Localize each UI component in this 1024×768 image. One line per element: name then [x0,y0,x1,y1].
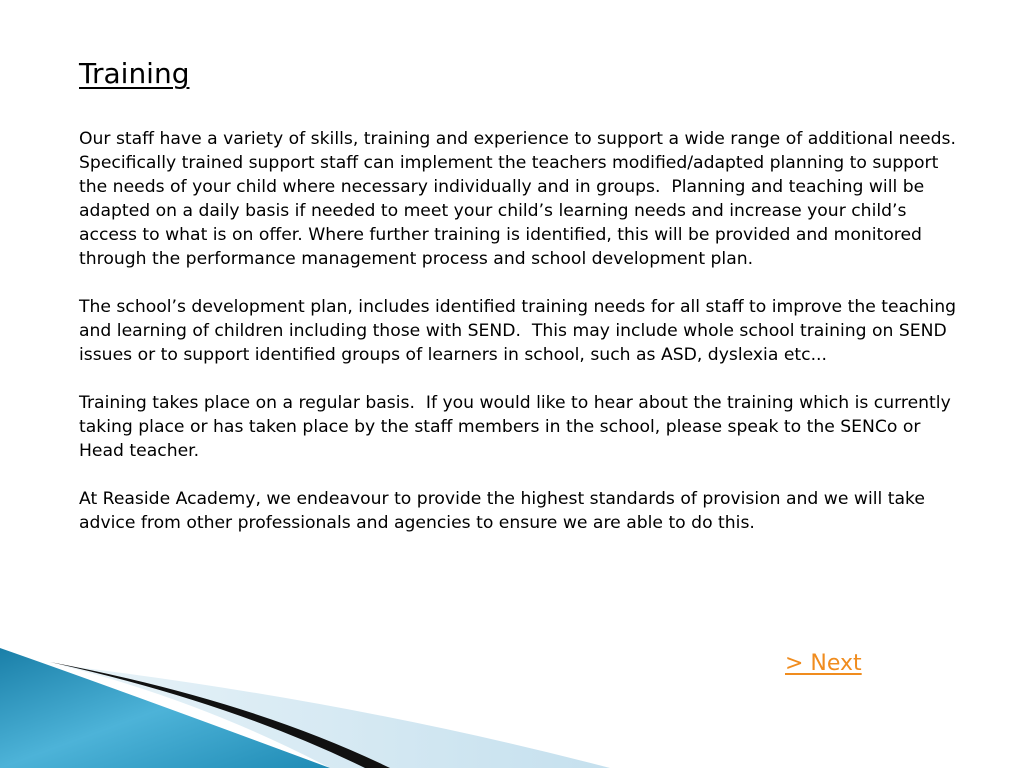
paragraph-training-schedule: Training takes place on a regular basis. If you would like to hear about the training which is currently taking place or has taken place by the staff members in the school, please speak to the SENCo or Head teacher. [79,393,957,461]
paragraph-development-plan: The school’s development plan, includes identified training needs for all staff to improve the teaching and learning of children including those with SEND. This may include whole school training on SEND issues or to support identified groups of learners in school, such as ASD, dyslexia etc... [79,297,962,365]
page-title: Training [79,57,190,90]
paragraph-staff-skills: Our staff have a variety of skills, training and experience to support a wide range of additional needs. Specifically trained support staff can implement the teachers modified/adapted planning to support the needs of your child where necessary individually and in groups. Planning and teaching will be adapted on a daily basis if needed to meet your child’s learning needs and increase your child’s access to what is on offer. Where further training is identified, this will be provided and monitored through the performance management process and school development plan. [79,129,962,269]
wave-dark-stripe [50,662,390,768]
wave-blue-band [0,648,330,768]
wave-light-band [60,665,610,768]
body-text [79,127,962,559]
paragraph-reaside-academy: At Reaside Academy, we endeavour to provide the highest standards of provision and we will take advice from other professionals and agencies to ensure we are able to do this. [79,489,931,533]
next-link[interactable]: > Next [785,651,862,676]
